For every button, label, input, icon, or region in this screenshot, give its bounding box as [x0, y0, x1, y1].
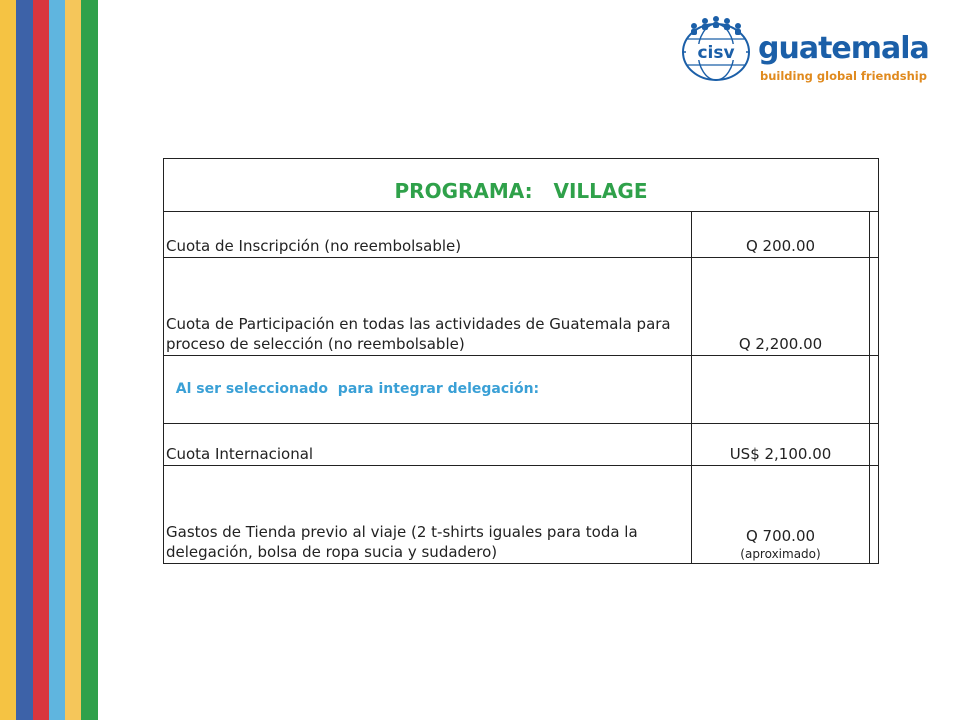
- brand-tagline: building global friendship: [760, 69, 927, 83]
- row-edge: [870, 258, 879, 356]
- fee-amount: US$ 2,100.00: [692, 424, 870, 466]
- stripe-light-blue: [49, 0, 65, 720]
- stripe-green: [81, 0, 98, 720]
- fee-description: Cuota de Inscripción (no reembolsable): [164, 212, 692, 258]
- section-heading-text: Al ser seleccionado para integrar delegación:: [166, 381, 540, 397]
- fee-description: Cuota Internacional: [164, 424, 692, 466]
- section-heading: [164, 356, 692, 424]
- stripe-red: [33, 0, 49, 720]
- emblem-text: cisv: [697, 43, 735, 63]
- program-title: PROGRAMA: VILLAGE: [394, 179, 648, 203]
- row-edge: [870, 212, 879, 258]
- row-edge: [870, 466, 879, 564]
- fee-description: Cuota de Participación en todas las actividades de Guatemala para proceso de selección (no reembolsable): [164, 258, 692, 356]
- stripe-light-yellow: [65, 0, 81, 720]
- table-row: [164, 466, 879, 564]
- table-title-row: [163, 158, 879, 211]
- table-row: [164, 424, 879, 466]
- stripe-blue: [16, 0, 33, 720]
- fee-table-body: [163, 211, 879, 564]
- table-row: [164, 258, 879, 356]
- brand-name: guatemala: [758, 31, 929, 66]
- cisv-guatemala-logo: [676, 12, 929, 83]
- fee-amount-note: (aproximado): [740, 547, 821, 561]
- fee-amount-cell: [692, 466, 870, 564]
- cisv-globe-emblem-icon: [678, 14, 754, 82]
- row-edge: [870, 424, 879, 466]
- fee-amount: Q 700.00: [745, 527, 816, 545]
- decorative-color-stripes: [0, 0, 98, 720]
- fee-amount: Q 2,200.00: [692, 258, 870, 356]
- fee-table: [163, 158, 879, 564]
- table-row: [164, 356, 879, 424]
- fee-amount: [692, 356, 870, 424]
- stripe-yellow: [0, 0, 16, 720]
- table-row: [164, 212, 879, 258]
- fee-description: Gastos de Tienda previo al viaje (2 t-shirts iguales para toda la delegación, bolsa de ropa sucia y sudadero): [164, 466, 692, 564]
- row-edge: [870, 356, 879, 424]
- fee-amount: Q 200.00: [692, 212, 870, 258]
